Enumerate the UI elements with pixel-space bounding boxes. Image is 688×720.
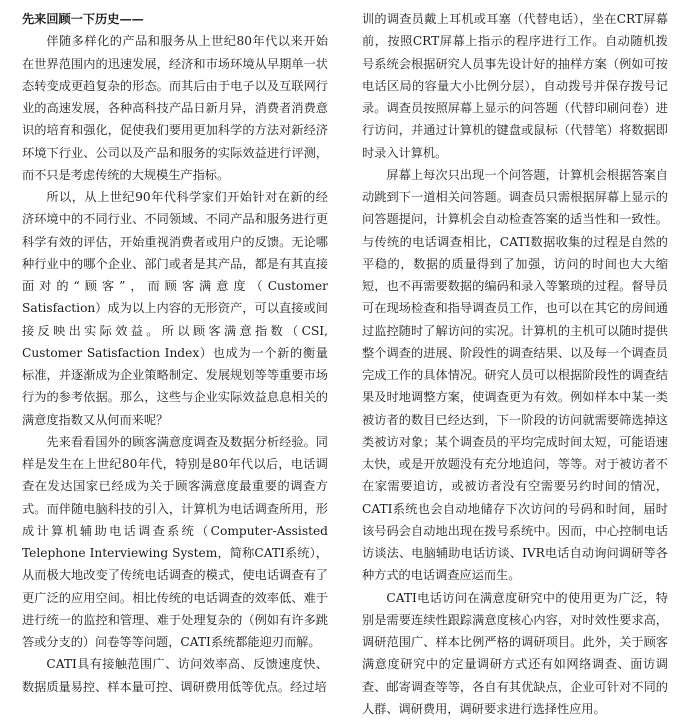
paragraph-cati-operation: 训的调查员戴上耳机或耳塞（代替电话），坐在CRT屏幕前，按照CRT屏幕上指示的程序进行工作。自动随机拨号系统会根据研究人员事先设计好的抽样方案（例如可按电话区局的容量大小比例分层），自动拨号并保存拨号记录。调查员按照屏幕上显示的问答题（代替印刷问卷）进行访问，并通过计算机的键盘或鼠标（代替笔）将数据即时录入计算机。: [362, 8, 668, 164]
paragraph-cati-advantages: CATI具有接触范围广、访问效率高、反馈速度快、数据质量易控、样本量可控、调研费用低等优点。经过培: [22, 653, 328, 698]
section-heading: 先来回顾一下历史——: [22, 8, 328, 30]
right-column: [362, 8, 668, 693]
paragraph-cati-process: 屏幕上每次只出现一个问答题，计算机会根据答案自动跳到下一道相关问答题。调查员只需根据屏幕上显示的问答题提问，计算机会自动检查答案的适当性和一致性。与传统的电话调查相比，CATI数据收集的过程是自然的平稳的，数据的质量得到了加强，访问的时间也大大缩短，也不再需要数据的编码和录入等繁琐的过程。督导员可在现场检查和指导调查员工作，也可以在其它的房间通过监控随时了解访问的实况。计算机的主机可以随时提供整个调查的进展、阶段性的调查结果、以及每一个调查员完成工作的具体情况。研究人员可以根据阶段性的调查结果及时地调整方案，使调查更为有效。例如样本中某一类被访者的数目已经达到，下一阶段的访问就需要筛选掉这类被访对象；某个调查员的平均完成时间太短，可能语速太快，或是开放题没有充分地追问，等等。对于被访者不在家需要追访，或被访者没有空需要另约时间的情况，CATI系统也会自动地储存下次访问的号码和时间，届时该号码会自动地出现在拨号系统中。因而，中心控制电话访谈法、电脑辅助电话访谈、IVR电话自动询问调研等各种方式的电话调查应运而生。: [362, 164, 668, 587]
paragraph-satisfaction-index: 所以，从上世纪90年代科学家们开始针对在新的经济环境中的不同行业、不同领域、不同产品和服务进行更科学有效的评估，开始重视消费者或用户的反馈。无论哪种行业中的哪个企业、部门或者是其产品，都是有其直接面对的“顾客”，而顾客满意度（Customer Satisfaction）成为以上内容的无形资产，可以直接或间接反映出实际效益。所以顾客满意指数（CSI, Customer Satisfaction Index）也成为一个新的衡量标准，并逐渐成为企业策略制定、发展规划等等重要市场行为的参考依据。那么，这些与企业实际效益息息相关的满意度指数又从何而来呢？: [22, 186, 328, 431]
paragraph-history: 伴随多样化的产品和服务从上世纪80年代以来开始在世界范围内的迅速发展，经济和市场环境从早期单一状态转变成更趋复杂的形态。而其后由于电子以及互联网行业的高速发展，各种高科技产品日新月异，消费者消费意识的培育和强化，促使我们要用更加科学的方法对新经济环境下行业、公司以及产品和服务的实际效益进行评测，而不只是考虑传统的大规模生产指标。: [22, 30, 328, 186]
paragraph-telephone-survey: 先来看看国外的顾客满意度调查及数据分析经验。同样是发生在上世纪80年代，特别是80年代以后，电话调查在发达国家已经成为关于顾客满意度最重要的调查方式。而伴随电脑科技的引入，计算机为电话调查所用，形成计算机辅助电话调查系统（Computer-Assisted Telephone Interviewing System，简称CATI系统），从而极大地改变了传统电话调查的模式，使电话调查有了更广泛的应用空间。相比传统的电话调查的效率低、难于进行统一的监控和管理、难于处理复杂的（例如有许多跳答或分支的）问卷等等问题，CATI系统都能迎刃而解。: [22, 431, 328, 654]
paragraph-cati-usage: CATI电话访问在满意度研究中的使用更为广泛，特别是需要连续性跟踪满意度核心内容，对时效性要求高，调研范围广、样本比例严格的调研项目。此外，关于顾客满意度研究中的定量调研方式还有如网络调查、面访调查、邮寄调查等等，各自有其优缺点，企业可针对不同的人群、调研费用，调研要求进行选择性应用。: [362, 587, 668, 720]
left-column: [22, 8, 328, 693]
